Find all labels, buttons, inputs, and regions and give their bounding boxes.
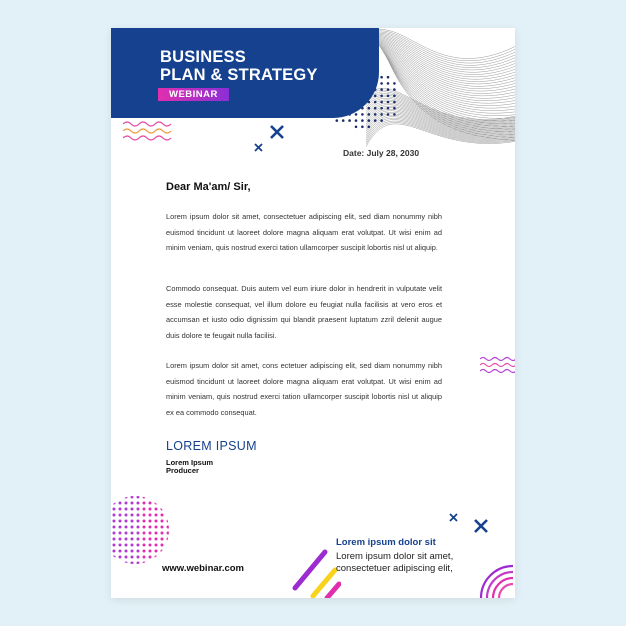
title-line-1: BUSINESS xyxy=(160,48,246,66)
footer-text xyxy=(336,551,453,575)
x-mark-icon xyxy=(269,124,285,140)
letter-date: Date: July 28, 2030 xyxy=(343,148,420,158)
footer-text-line: Lorem ipsum dolor sit amet, xyxy=(336,551,454,562)
signature-name: LOREM IPSUM xyxy=(166,439,257,453)
letter-paragraph: Lorem ipsum dolor sit amet, consectetuer adipiscing elit, sed diam nonummy nibh euismod tincidunt ut laoreet dolore magna aliquam erat volutpat. Ut wisi enim ad minim veniam, quis nostrud exerci tation ullamcorper suscipit lobortis nisl ut aliquip. xyxy=(166,212,442,253)
letter-greeting: Dear Ma'am/ Sir, xyxy=(166,181,251,193)
footer-text-line: consectetuer adipiscing elit, xyxy=(336,563,453,574)
website-link[interactable]: www.webinar.com xyxy=(162,563,245,574)
zigzag-decoration-left xyxy=(123,121,173,143)
x-mark-icon xyxy=(449,513,458,522)
page-title xyxy=(160,48,318,84)
letter-paragraph: Commodo consequat. Duis autem vel eum iriure dolor in hendrerit in vulputate velit esse molestie consequat, vel illum dolore eu feugiat nulla facilisis at vero eros et accumsan et iusto odio dignissim qui blandit praesent luptatum zzril delenit augue duis dolore te feugait nulla facilisi. xyxy=(166,284,442,341)
signature-line-name: Lorem Ipsum xyxy=(166,458,214,467)
footer-title: Lorem ipsum dolor sit xyxy=(336,537,436,548)
header-banner xyxy=(111,28,379,118)
title-line-2: PLAN & STRATEGY xyxy=(160,66,318,84)
arc-decoration xyxy=(473,558,515,598)
x-mark-icon xyxy=(473,518,489,534)
stripe-decoration xyxy=(291,548,341,598)
dot-pattern-bottom xyxy=(111,494,173,566)
letterhead-page xyxy=(111,28,515,598)
x-mark-icon xyxy=(254,143,263,152)
zigzag-decoration-right xyxy=(480,356,515,374)
webinar-badge: WEBINAR xyxy=(158,88,229,101)
signature-line-role: Producer xyxy=(166,466,199,475)
letter-paragraph: Lorem ipsum dolor sit amet, cons ectetuer adipiscing elit, sed diam nonummy nibh euismod tincidunt ut laoreet dolore magna aliquam erat volutpat. Ut wisi enim ad minim veniam, quis nostrud exerci tation ullamcorper suscipit lobortis nisl ut aliquip ex ea commodo consequat. xyxy=(166,361,442,418)
